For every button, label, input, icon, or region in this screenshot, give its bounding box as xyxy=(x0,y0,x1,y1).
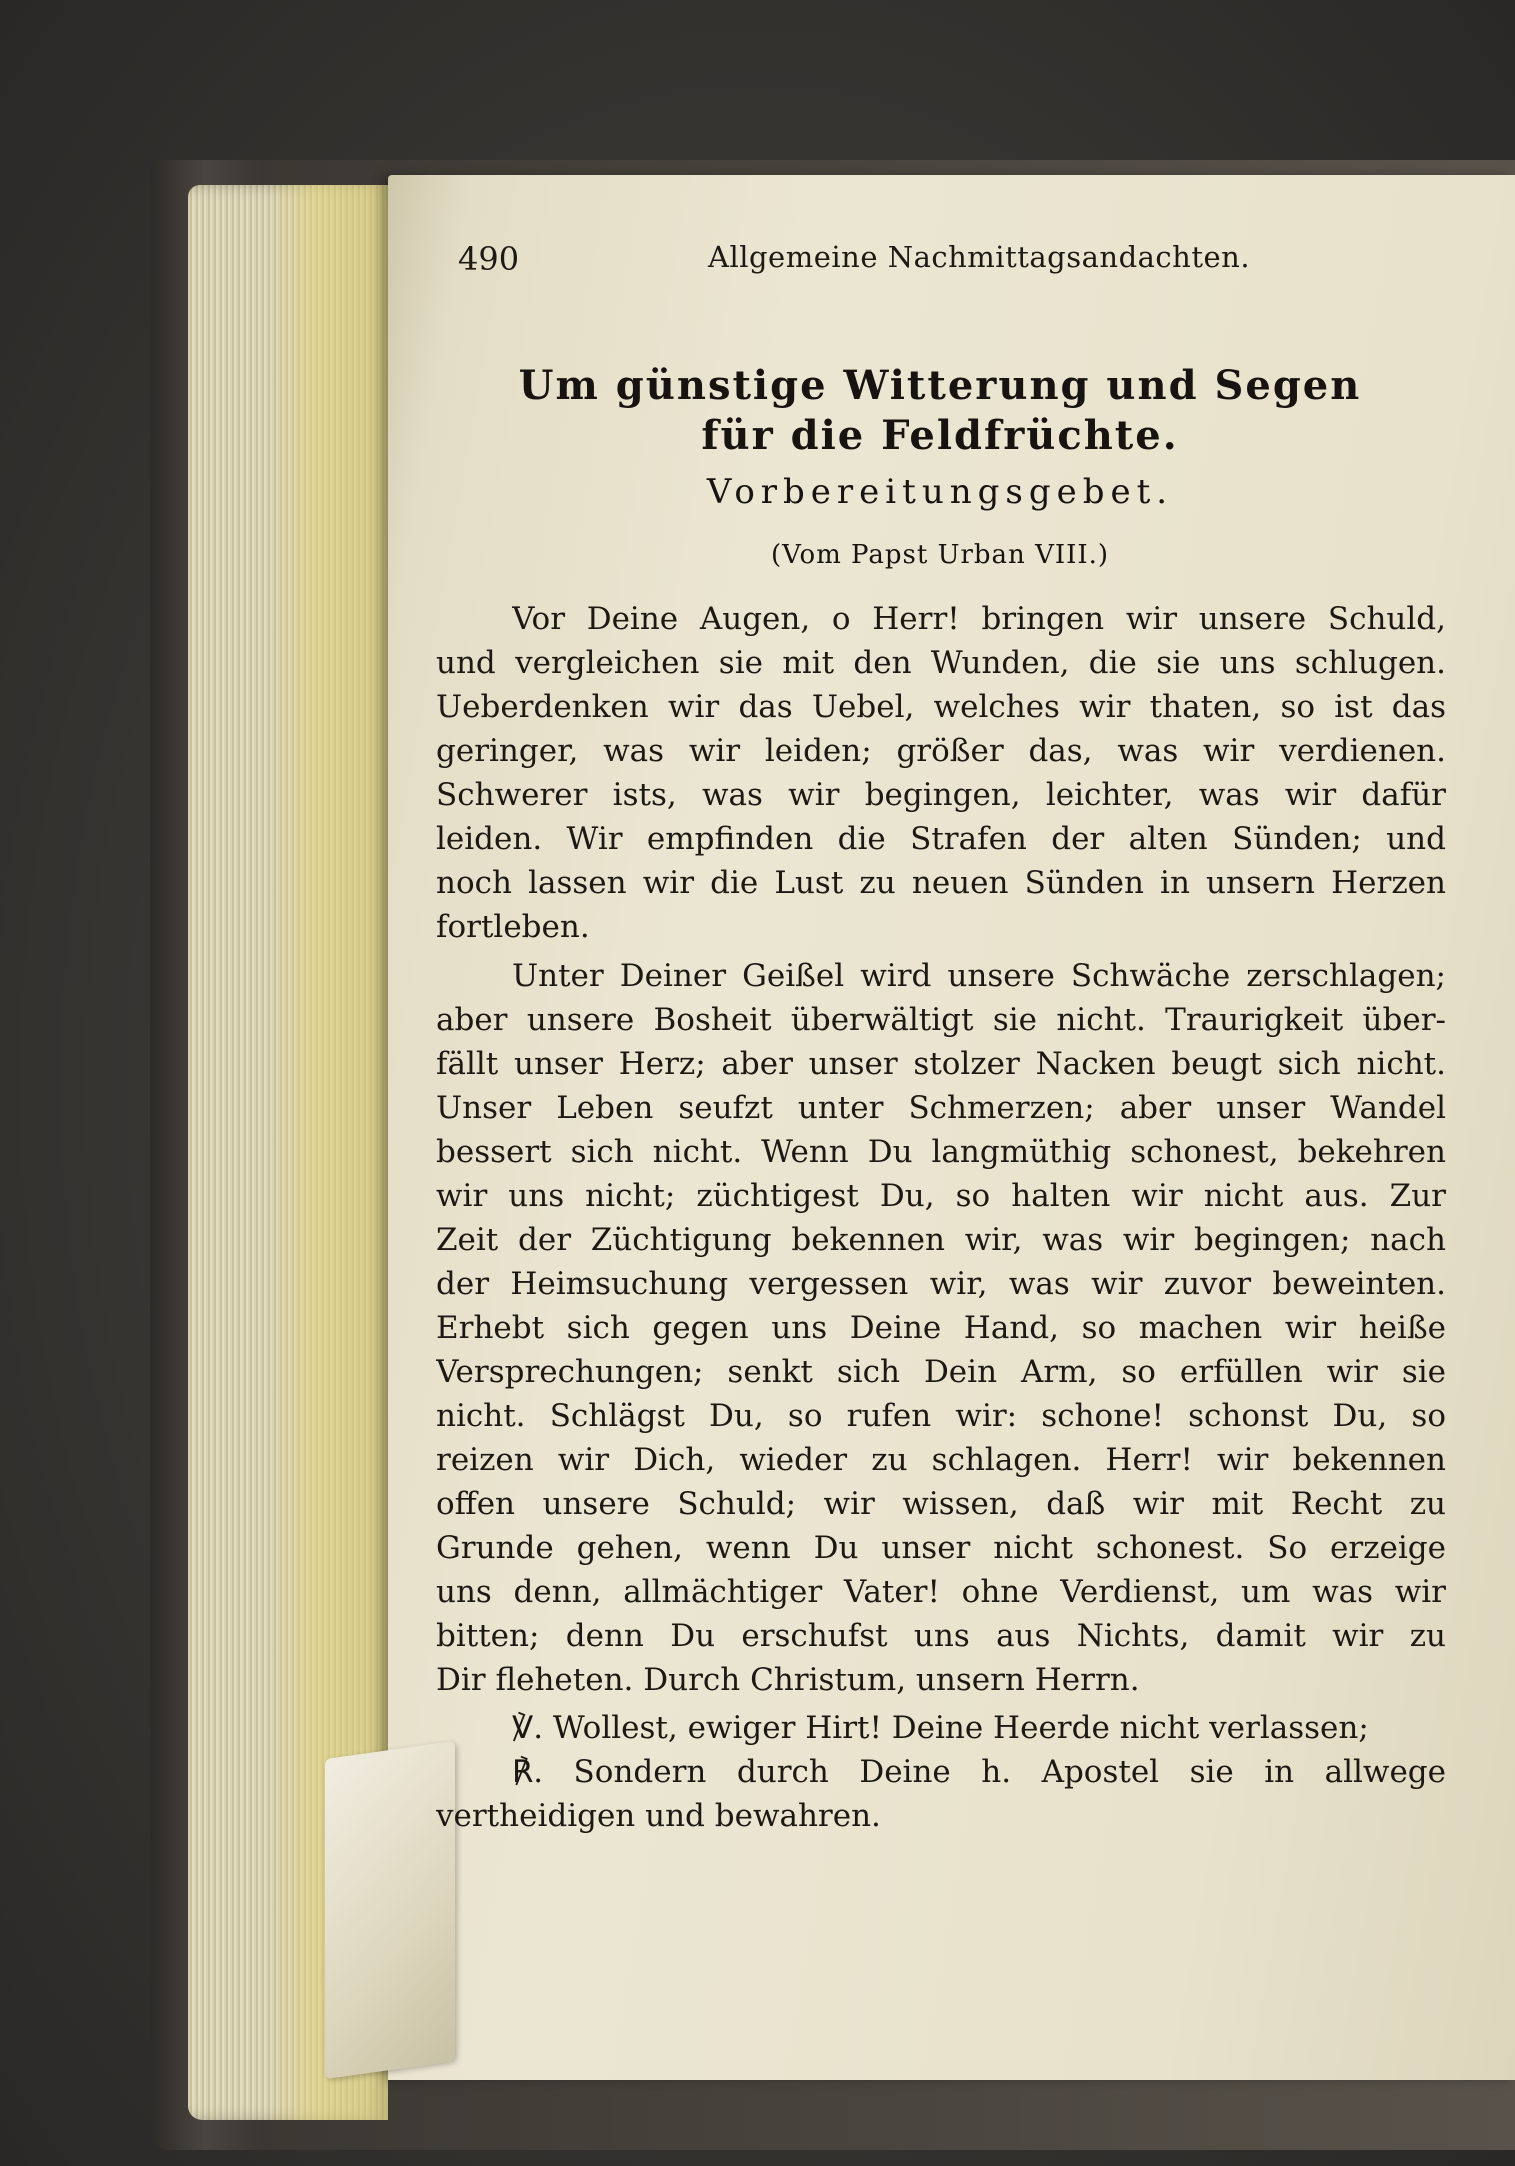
response-line: vertheidigen und bewahren. xyxy=(436,1798,881,1834)
text-line: offen unsere Schuld; wir wissen, daß wir mit Recht zu xyxy=(436,1486,1446,1522)
prayer-title-line-2: für die Feldfrüchte. xyxy=(701,412,1179,459)
text-line: uns denn, allmächtiger Vater! ohne Verdienst, um was wir xyxy=(436,1574,1446,1610)
folded-page-corner xyxy=(325,1741,455,2079)
section-subheading: Vorbereitungsgebet. xyxy=(706,472,1174,512)
text-line: wir uns nicht; züchtigest Du, so halten wir nicht aus. Zur xyxy=(436,1178,1446,1214)
text-line: Schwerer ists, was wir begingen, leichter, was wir dafür xyxy=(436,777,1446,813)
text-line: Erhebt sich gegen uns Deine Hand, so machen wir heiße xyxy=(436,1310,1446,1346)
page-number: 490 xyxy=(458,240,520,278)
attribution: (Vom Papst Urban VIII.) xyxy=(770,540,1110,570)
text-line: Ueberdenken wir das Uebel, welches wir thaten, so ist das xyxy=(436,689,1446,725)
versicle-line: ℣. Wollest, ewiger Hirt! Deine Heerde nicht verlassen; xyxy=(512,1710,1369,1746)
text-line: noch lassen wir die Lust zu neuen Sünden in unsern Herzen xyxy=(436,865,1446,901)
text-line: geringer, was wir leiden; größer das, was wir verdienen. xyxy=(436,733,1446,769)
text-line: Grunde gehen, wenn Du unser nicht schonest. So erzeige xyxy=(436,1530,1446,1566)
response-line: ℟. Sondern durch Deine h. Apostel sie in allwege xyxy=(512,1754,1446,1790)
text-line: und vergleichen sie mit den Wunden, die sie uns schlugen. xyxy=(436,645,1446,681)
text-line: Dir fleheten. Durch Christum, unsern Herrn. xyxy=(436,1662,1140,1698)
text-line: Unter Deiner Geißel wird unsere Schwäche zerschlagen; xyxy=(512,958,1446,994)
text-line: fällt unser Herz; aber unser stolzer Nacken beugt sich nicht. xyxy=(436,1046,1446,1082)
text-line: nicht. Schlägst Du, so rufen wir: schone! schonst Du, so xyxy=(436,1398,1446,1434)
text-line: der Heimsuchung vergessen wir, was wir zuvor beweinten. xyxy=(436,1266,1446,1302)
text-line: Zeit der Züchtigung bekennen wir, was wir begingen; nach xyxy=(436,1222,1446,1258)
running-head: Allgemeine Nachmittagsandachten. xyxy=(708,240,1251,274)
text-line: bitten; denn Du erschufst uns aus Nichts, damit wir zu xyxy=(436,1618,1446,1654)
text-line: Vor Deine Augen, o Herr! bringen wir unsere Schuld, xyxy=(512,601,1446,637)
text-line: leiden. Wir empfinden die Strafen der alten Sünden; und xyxy=(436,821,1446,857)
text-line: Unser Leben seufzt unter Schmerzen; aber unser Wandel xyxy=(436,1090,1446,1126)
text-line: fortleben. xyxy=(436,909,590,945)
text-line: reizen wir Dich, wieder zu schlagen. Herr! wir bekennen xyxy=(436,1442,1446,1478)
prayer-title-line-1: Um günstige Witterung und Segen xyxy=(518,362,1362,409)
text-line: Versprechungen; senkt sich Dein Arm, so erfüllen wir sie xyxy=(436,1354,1446,1390)
text-line: bessert sich nicht. Wenn Du langmüthig schonest, bekehren xyxy=(436,1134,1446,1170)
text-line: aber unsere Bosheit überwältigt sie nicht. Traurigkeit über- xyxy=(436,1002,1446,1038)
